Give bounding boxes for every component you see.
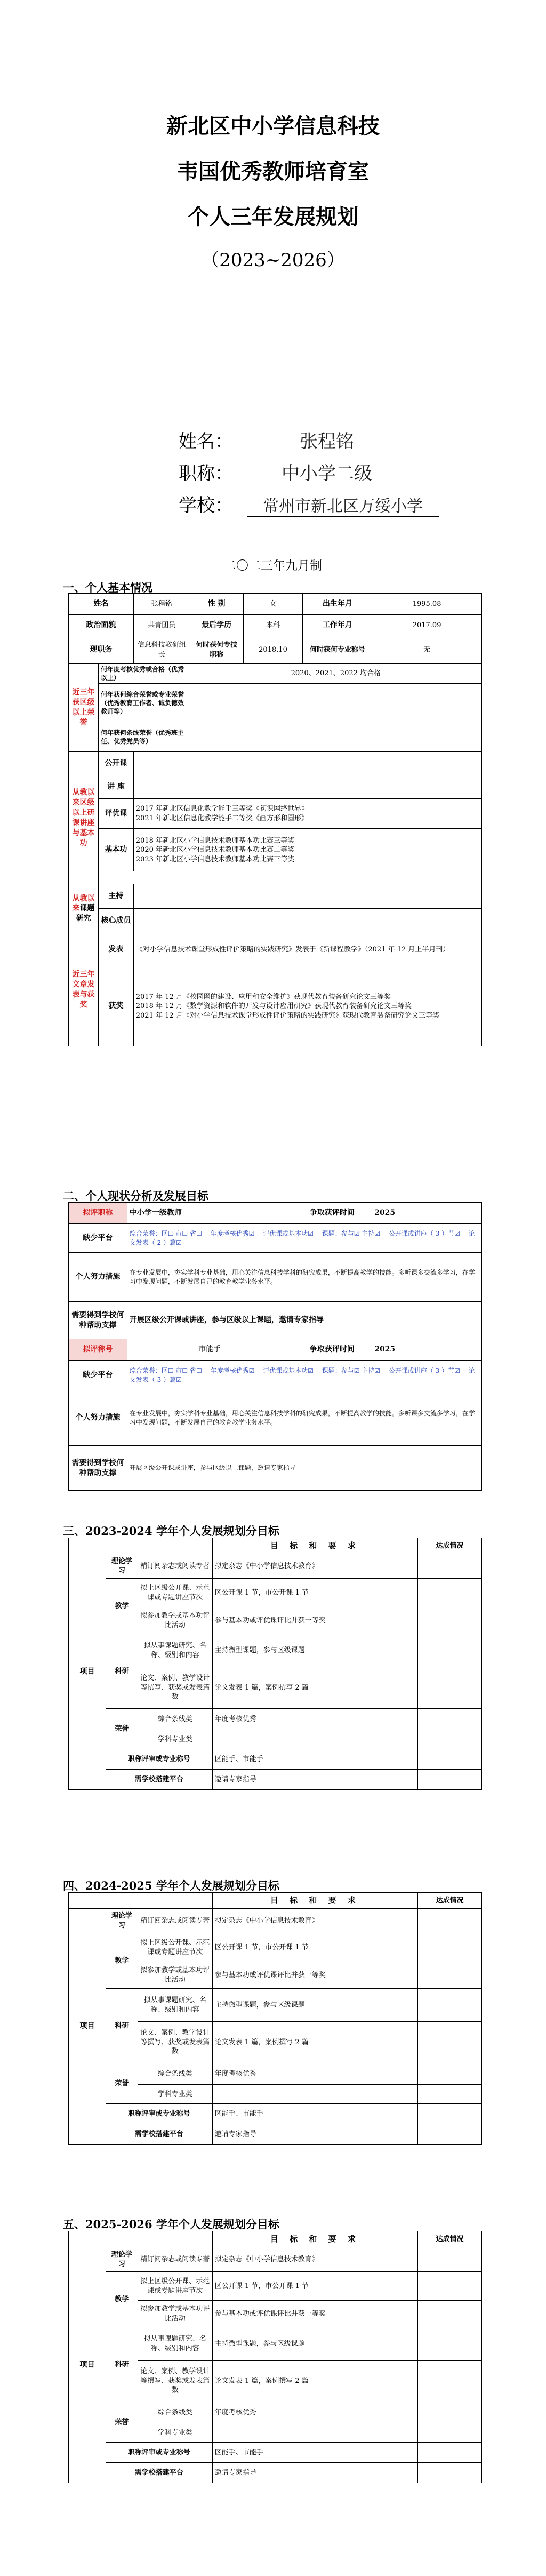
- plan-teach-1-goal: 区公开课 1 节，市公开课 1 节: [212, 2272, 417, 2301]
- plan-hon-2: 学科专业类: [138, 2423, 212, 2443]
- plan-res-2: 论文、案例、教学设计等撰写、获奖或发表篇数: [138, 2361, 212, 2402]
- value-skills: [133, 829, 481, 871]
- value-effort-2: 在专业发展中，夯实学科专业基础，用心关注信息科技学科的研究成果，不断提高教学的技能。多听课多交流多学习，在学习中发现问题，不断发展自己的教育教学业务水平。: [127, 1390, 481, 1446]
- plan-res-1: 拟从事课题研究、名称、级别和内容: [138, 1634, 212, 1667]
- value-birth: 1995.08: [372, 594, 482, 615]
- basic-info-table: [68, 593, 482, 1046]
- plan-hon-1: 综合条线类: [138, 1709, 212, 1730]
- value-name: 张程铭: [133, 594, 190, 615]
- value-target-honor: 市能手: [127, 1339, 292, 1361]
- school-value: 常州市新北区万绥小学: [247, 493, 439, 517]
- plan-teach-2: 拟参加教学或基本功评比活动: [138, 2301, 212, 2327]
- value-politics: 共青团员: [133, 615, 190, 636]
- value-position: 信息科技教研组长: [133, 636, 190, 664]
- plan-title-status: [418, 2104, 482, 2124]
- plan-res-1: 拟从事课题研究、名称、级别和内容: [138, 2327, 212, 2361]
- plan-theory: 理论学习: [106, 1554, 138, 1579]
- group-research-red: 从教以来: [72, 894, 95, 913]
- label-target-title: 拟评职称: [69, 1203, 127, 1224]
- value-publish: 《对小学信息技术课堂形成性评价策略的实践研究》发表于《新课程教学》（2021 年 12 月上半月刊）: [133, 933, 481, 966]
- plan-res-2-goal: 论文发表 1 篇，案例撰写 2 篇: [212, 2022, 417, 2063]
- plan-theory: 理论学习: [106, 1909, 138, 1933]
- plan-teach-2-status: [418, 1962, 482, 1989]
- plan-title-goal: 区能手、市能手: [212, 1749, 417, 1770]
- competition-line-2: 2021 年新北区信息化教学能手二等奖《画方形和圆形》: [135, 814, 309, 822]
- plan-teach-1-goal: 区公开课 1 节，市公开课 1 节: [212, 1933, 417, 1962]
- plan-teach-2-goal: 参与基本功或评优课评比并获一等奖: [212, 1607, 417, 1634]
- plan-hon-2: 学科专业类: [138, 2085, 212, 2104]
- plan-hon-1-status: [418, 2063, 482, 2085]
- value-degree: 本科: [243, 615, 303, 636]
- plan-goal-header: 目 标 和 要 求: [212, 1538, 417, 1554]
- plan-table: [68, 1538, 482, 1790]
- label-effort-1: 个人努力措施: [69, 1253, 127, 1302]
- value-honor-level: 无: [372, 636, 482, 664]
- cover-title-1: 新北区中小学信息科技: [166, 114, 380, 139]
- plan-title-row: 职称评审或专业称号: [106, 1749, 212, 1770]
- plan-theory-goal: 拟定杂志《中小学信息技术教育》: [212, 1909, 417, 1933]
- plan-status-header: 达成情况: [418, 1893, 482, 1909]
- plan-project-label: 项目: [69, 1554, 106, 1790]
- cover-date: 二〇二三年九月制: [224, 559, 322, 573]
- competition-line-1: 2017 年新北区信息化教学能手三等奖《初识网络世界》: [135, 805, 309, 813]
- plan-research: 科研: [106, 1634, 138, 1709]
- analysis-table: [68, 1202, 482, 1491]
- plan-teach-1-status: [418, 1579, 482, 1607]
- plan-support-goal: 邀请专家指导: [212, 2124, 417, 2145]
- plan-support-status: [418, 1770, 482, 1790]
- plan-hon-1: 综合条线类: [138, 2063, 212, 2085]
- plan-theory-status: [418, 1909, 482, 1933]
- plan-project-label: 项目: [69, 1909, 106, 2145]
- school-line: [179, 491, 439, 517]
- value-core: [133, 909, 481, 933]
- plan-title-goal: 区能手、市能手: [212, 2443, 417, 2463]
- plan-theory-item: 精订阅杂志或阅读专著: [138, 1909, 212, 1933]
- plan-res-1-status: [418, 2327, 482, 2361]
- plan-teaching: 教学: [106, 1579, 138, 1634]
- cover-period: （2023~2026）: [201, 250, 345, 271]
- plan-theory: 理论学习: [106, 2247, 138, 2272]
- plan-teach-1-goal: 区公开课 1 节，市公开课 1 节: [212, 1579, 417, 1607]
- label-support-1: 需要得到学校何种帮助支撑: [69, 1302, 127, 1339]
- plan-support-row: 需学校搭建平台: [106, 2124, 212, 2145]
- plan-teach-2-goal: 参与基本功或评优课评比并获一等奖: [212, 2301, 417, 2327]
- plan-table: [68, 2231, 482, 2483]
- plan-res-2-goal: 论文发表 1 篇，案例撰写 2 篇: [212, 2361, 417, 2402]
- label-gender: 性 别: [190, 594, 243, 615]
- plan-status-header: 达成情况: [418, 1538, 482, 1554]
- plan-teach-1-status: [418, 2272, 482, 2301]
- label-publish: 发表: [98, 933, 133, 966]
- plan-heading: 四、2024-2025 学年个人发展规划分目标: [63, 1879, 279, 1892]
- value-support-1: 开展区级公开课或讲座，参与区级以上课题，邀请专家指导: [127, 1302, 481, 1339]
- plan-res-1-goal: 主持微型课题，参与区级课题: [212, 1634, 417, 1667]
- label-subline: 何年获何条线荣誉（优秀班主任、优秀党员等）: [98, 722, 190, 752]
- value-subline: [190, 722, 481, 752]
- plan-project-label: 项目: [69, 2247, 106, 2483]
- label-politics: 政治面貌: [69, 615, 134, 636]
- plan-theory-item: 精订阅杂志或阅读专著: [138, 2247, 212, 2272]
- group-research: [69, 884, 99, 933]
- skills-line-2: 2020 年新北区小学信息技术教师基本功比赛二等奖: [135, 846, 295, 854]
- value-gap-2: 综合荣誉：区☐ 市☐ 省☐ 年度考核优秀☑ 评优课或基本功☑ 课题：参与☑ 主持☑ 公开课或讲座（ 3 ）节☑ 论文发表（ 3 ）篇☑: [127, 1361, 481, 1390]
- label-competition: 评优课: [98, 799, 133, 829]
- label-degree: 最后学历: [190, 615, 243, 636]
- plan-support-status: [418, 2124, 482, 2145]
- plan-honor: 荣誉: [106, 1709, 138, 1749]
- award-line-3: 2021 年 12 月《对小学信息技术课堂形成性评价策略的实践研究》获现代教育装备研究论文三等奖: [135, 1011, 439, 1020]
- plan-theory-goal: 拟定杂志《中小学信息技术教育》: [212, 1554, 417, 1579]
- value-effort-1: 在专业发展中，夯实学科专业基础，用心关注信息科技学科的研究成果，不断提高教学的技能。多听课多交流多学习，在学习中发现问题，不断发展自己的教育教学业务水平。: [127, 1253, 481, 1302]
- plan-teach-2: 拟参加教学或基本功评比活动: [138, 1607, 212, 1634]
- value-target-title: 中小学一级教师: [127, 1203, 292, 1224]
- plan-status-header: 达成情况: [418, 2231, 482, 2247]
- plan-hon-1-goal: 年度考核优秀: [212, 2063, 417, 2085]
- plan-hon-2-goal: [212, 2085, 417, 2104]
- value-honor-title: 2018.10: [243, 636, 303, 664]
- plan-heading: 五、2025-2026 学年个人发展规划分目标: [63, 2218, 279, 2231]
- plan-research: 科研: [106, 1989, 138, 2063]
- plan-teach-2-goal: 参与基本功或评优课评比并获一等奖: [212, 1962, 417, 1989]
- name-value: 张程铭: [247, 427, 407, 453]
- value-target-time: 2025: [372, 1203, 482, 1224]
- plan-res-1-goal: 主持微型课题，参与区级课题: [212, 1989, 417, 2022]
- plan-title-status: [418, 2443, 482, 2463]
- label-comprehensive: 何年获何综合荣誉或专业荣誉（优秀教育工作者、诚负德效教师等）: [98, 684, 190, 722]
- cover-title-2: 韦国优秀教师培育室: [177, 159, 369, 184]
- group-research-rest: 课题研究: [76, 904, 95, 923]
- value-award: [133, 966, 481, 1046]
- past-spacer: [98, 871, 481, 884]
- label-open-class: 公开课: [98, 752, 133, 775]
- plan-res-2-status: [418, 2361, 482, 2402]
- label-target-time-2: 争取获评时间: [292, 1339, 372, 1361]
- plan-res-1-status: [418, 1989, 482, 2022]
- plan-hon-2-status: [418, 2085, 482, 2104]
- plan-title-status: [418, 1749, 482, 1770]
- school-label: 学校：: [179, 495, 233, 516]
- label-honor-level: 何时获何专业称号: [303, 636, 372, 664]
- plan-honor: 荣誉: [106, 2063, 138, 2104]
- label-skills: 基本功: [98, 829, 133, 871]
- plan-theory-status: [418, 2247, 482, 2272]
- group-papers-label: 近三年文章发表与获奖: [72, 970, 95, 1009]
- value-open-class: [133, 752, 481, 775]
- group-recent-honors: 近三年获区级以上荣誉: [69, 664, 99, 752]
- plan-teach-2: 拟参加教学或基本功评比活动: [138, 1962, 212, 1989]
- label-gap-1: 缺少平台: [69, 1224, 127, 1253]
- label-support-2: 需要得到学校何种帮助支撑: [69, 1446, 127, 1491]
- group-past-label: 从教以来区级以上研课讲座与基本功: [72, 788, 95, 847]
- plan-hon-2-status: [418, 1730, 482, 1749]
- plan-title-goal: 区能手、市能手: [212, 2104, 417, 2124]
- plan-honor: 荣誉: [106, 2402, 138, 2443]
- label-target-time: 争取获评时间: [292, 1203, 372, 1224]
- plan-teach-1: 拟上区级公开课、示范课或专题讲座节次: [138, 1579, 212, 1607]
- plan-heading: 三、2023-2024 学年个人发展规划分目标: [63, 1524, 279, 1538]
- plan-res-1-status: [418, 1634, 482, 1667]
- label-position: 现职务: [69, 636, 134, 664]
- plan-teach-1: 拟上区级公开课、示范课或专题讲座节次: [138, 1933, 212, 1962]
- value-host: [133, 884, 481, 909]
- label-excellent: 何年度考核优秀或合格（优秀以上）: [98, 664, 190, 684]
- plan-hon-1-goal: 年度考核优秀: [212, 2402, 417, 2423]
- title-value: 中小学二级: [247, 459, 407, 485]
- plan-hon-1-goal: 年度考核优秀: [212, 1709, 417, 1730]
- plan-res-1: 拟从事课题研究、名称、级别和内容: [138, 1989, 212, 2022]
- plan-title-row: 职称评审或专业称号: [106, 2443, 212, 2463]
- plan-support-row: 需学校搭建平台: [106, 1770, 212, 1790]
- plan-hon-2-goal: [212, 2423, 417, 2443]
- label-workyear: 工作年月: [303, 615, 372, 636]
- award-line-1: 2017 年 12 月《校园网的建设、应用和安全维护》获现代教育装备研究论文三等奖: [135, 993, 391, 1001]
- plan-res-2: 论文、案例、教学设计等撰写、获奖或发表篇数: [138, 2022, 212, 2063]
- plan-support-goal: 邀请专家指导: [212, 1770, 417, 1790]
- plan-theory-item: 精订阅杂志或阅读专著: [138, 1554, 212, 1579]
- plan-blank-header: [69, 1893, 213, 1909]
- plan-hon-1-status: [418, 1709, 482, 1730]
- plan-theory-status: [418, 1554, 482, 1579]
- label-lecture: 讲 座: [98, 775, 133, 799]
- skills-line-3: 2023 年新北区小学信息技术教师基本功比赛三等奖: [135, 855, 295, 863]
- plan-teaching: 教学: [106, 1933, 138, 1989]
- award-line-2: 2018 年 12 月《数学资源和软件的开发与设计应用研究》获现代教育装备研究论文三等奖: [135, 1002, 412, 1011]
- group-papers: [69, 933, 99, 1046]
- plan-hon-2-goal: [212, 1730, 417, 1749]
- plan-support-row: 需学校搭建平台: [106, 2463, 212, 2483]
- title-line: [179, 459, 407, 485]
- value-competition: [133, 799, 481, 829]
- plan-hon-2: 学科专业类: [138, 1730, 212, 1749]
- label-target-honor: 拟评称号: [69, 1339, 127, 1361]
- plan-theory-goal: 拟定杂志《中小学信息技术教育》: [212, 2247, 417, 2272]
- plan-hon-1-status: [418, 2402, 482, 2423]
- section1-heading: 一、个人基本情况: [63, 581, 152, 594]
- plan-teach-2-status: [418, 1607, 482, 1634]
- plan-res-2-status: [418, 1667, 482, 1709]
- label-name: 姓名: [69, 594, 134, 615]
- label-gap-2: 缺少平台: [69, 1361, 127, 1390]
- plan-goal-header: 目 标 和 要 求: [212, 1893, 417, 1909]
- name-label: 姓名：: [179, 431, 233, 452]
- plan-res-2-status: [418, 2022, 482, 2063]
- value-gap-1: 综合荣誉：区☐ 市☐ 省☐ 年度考核优秀☑ 评优课或基本功☑ 课题：参与☑ 主持☑ 公开课或讲座（ 3 ）节☑ 论文发表（ 2 ）篇☑: [127, 1224, 481, 1253]
- plan-hon-1: 综合条线类: [138, 2402, 212, 2423]
- plan-teach-1: 拟上区级公开课、示范课或专题讲座节次: [138, 2272, 212, 2301]
- label-award: 获奖: [98, 966, 133, 1046]
- value-support-2: 开展区级公开课或讲座，参与区级以上课题，邀请专家指导: [127, 1446, 481, 1491]
- label-effort-2: 个人努力措施: [69, 1390, 127, 1446]
- value-comprehensive: [190, 684, 481, 722]
- plan-research: 科研: [106, 2327, 138, 2402]
- section2-heading: 二、个人现状分析及发展目标: [63, 1189, 208, 1203]
- plan-support-goal: 邀请专家指导: [212, 2463, 417, 2483]
- value-gender: 女: [243, 594, 303, 615]
- value-target-time-2: 2025: [372, 1339, 482, 1361]
- plan-goal-header: 目 标 和 要 求: [212, 2231, 417, 2247]
- plan-title-row: 职称评审或专业称号: [106, 2104, 212, 2124]
- value-lecture: [133, 775, 481, 799]
- plan-res-1-goal: 主持微型课题，参与区级课题: [212, 2327, 417, 2361]
- plan-hon-2-status: [418, 2423, 482, 2443]
- name-line: [179, 427, 407, 453]
- group-past: [69, 752, 99, 884]
- skills-line-1: 2018 年新北区小学信息技术教师基本功比赛三等奖: [135, 836, 295, 845]
- plan-blank-header: [69, 1538, 213, 1554]
- plan-teaching: 教学: [106, 2272, 138, 2327]
- label-birth: 出生年月: [303, 594, 372, 615]
- plan-table: [68, 1892, 482, 2145]
- label-core: 核心成员: [98, 909, 133, 933]
- cover-title-3: 个人三年发展规划: [188, 204, 358, 229]
- plan-res-2: 论文、案例、教学设计等撰写、获奖或发表篇数: [138, 1667, 212, 1709]
- plan-blank-header: [69, 2231, 213, 2247]
- plan-support-status: [418, 2463, 482, 2483]
- plan-teach-1-status: [418, 1933, 482, 1962]
- value-workyear: 2017.09: [372, 615, 482, 636]
- label-honor-title: 何时获何专技职称: [190, 636, 243, 664]
- label-host: 主持: [98, 884, 133, 909]
- plan-teach-2-status: [418, 2301, 482, 2327]
- title-label: 职称：: [179, 463, 233, 484]
- value-excellent: 2020、2021、2022 均合格: [190, 664, 481, 684]
- plan-res-2-goal: 论文发表 1 篇，案例撰写 2 篇: [212, 1667, 417, 1709]
